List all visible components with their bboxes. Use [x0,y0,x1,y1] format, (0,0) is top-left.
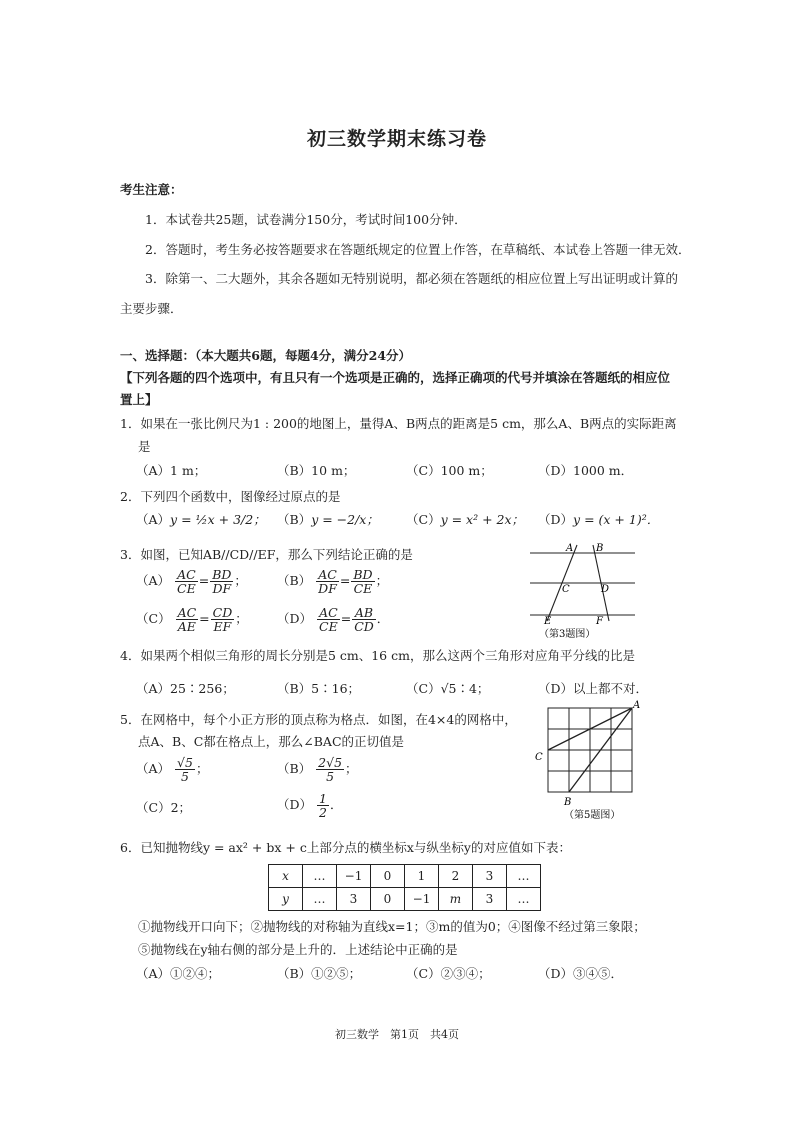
point-label: C [535,752,543,763]
question-6-option-d: （D）③④⑤． [538,966,624,981]
question-3-option-a: （A） $\frac{AC}{CE}$ = $\frac{BD}{DF}$ ； [136,567,247,596]
question-5-option-b: （B） $\frac{2√5}{5}$ ； [277,755,358,784]
question-1-stem: 1．如果在一张比例尺为1 : 200的地图上，量得A、B两点的距离是5 cm，那么A、B两点的实际距离 [120,416,677,431]
question-6-statements: ①抛物线开口向下；②抛物线的对称轴为直线x=1；③m的值为0；④图像不经过第三象限； [138,919,646,934]
fraction: $\frac{AC}{CE}$ [177,567,196,596]
fraction: $\frac{AC}{CE}$ [319,605,338,634]
table-cell: x [269,865,303,888]
question-2-option-c [406,510,524,528]
question-6-option-b: （B）①②⑤； [277,966,362,981]
fraction: $\frac{2√5}{5}$ [318,755,343,784]
table-cell: 3 [473,888,507,911]
fraction: $\frac{AC}{DF}$ [318,567,337,596]
option-formula: y = x² + 2x； [440,512,525,527]
question-5-option-d: （D） $\frac{1}{2}$ ． [277,791,343,820]
question-1-stem: 是 [138,439,151,454]
fraction: $\frac{AC}{AE}$ [177,605,197,634]
question-1-option-d: （D）1000 m． [538,463,634,478]
point-label: B [596,543,604,554]
table-cell: … [507,888,541,911]
option-label: （D） [277,611,313,626]
option-label: （B） [277,573,312,588]
table-cell: 3 [337,888,371,911]
page-footer: 初三数学 第1页 共4页 [335,1028,459,1041]
question-3-option-d: （D） $\frac{AC}{CE}$ = $\frac{AB}{CD}$ ． [277,605,390,634]
question-6-statements: ⑤抛物线在y轴右侧的部分是上升的．上述结论中正确的是 [138,942,458,957]
question-3-stem: 3．如图，已知AB//CD//EF，那么下列结论正确的是 [120,547,413,562]
section-instruction: 置上】 [120,392,158,407]
question-5-option-a: （A） $\frac{√5}{5}$ ； [136,755,209,784]
option-label: （A） [136,573,171,588]
question-5-stem: 5．在网格中，每个小正方形的顶点称为格点．如图，在4×4的网格中， [120,712,517,727]
fraction: $\frac{√5}{5}$ [177,755,193,784]
table-cell: 3 [473,865,507,888]
question-4-option-d: （D）以上都不对． [538,681,649,696]
value-table [268,864,541,911]
question-1-option-a: （A）1 m； [136,463,207,478]
table-cell: −1 [337,865,371,888]
question-2-option-b [277,510,379,528]
point-label: B [564,797,572,808]
question-2-option-d [538,510,659,528]
point-label: A [633,700,641,711]
notice-item: 3．除第一、二大题外，其余各题如无特别说明，都必须在答题纸的相应位置上写出证明或计算的 [145,271,678,286]
point-label: D [601,584,610,595]
option-label: （C） [406,512,441,527]
option-label: （B） [277,512,312,527]
notice-item: 2．答题时，考生务必按答题要求在答题纸规定的位置上作答，在草稿纸、本试卷上答题一律无效． [145,242,691,257]
option-label: （B） [277,761,312,776]
question-2-option-a [136,510,266,528]
fraction: $\frac{AB}{CD}$ [354,605,374,634]
table-cell: m [439,888,473,911]
table-cell: 2 [439,865,473,888]
option-formula: y = −2/x； [311,512,379,527]
point-label: F [596,616,603,627]
question-3-option-c: （C） $\frac{AC}{AE}$ = $\frac{CD}{EF}$ ； [136,605,248,634]
table-cell: 1 [405,865,439,888]
table-cell: y [269,888,303,911]
question-4-stem: 4．如果两个相似三角形的周长分别是5 cm、16 cm，那么这两个三角形对应角平分线的比是 [120,648,635,663]
question-5-stem: 点A、B、C都在格点上，那么∠BAC的正切值是 [138,734,405,749]
table-cell: −1 [405,888,439,911]
question-2-stem: 2．下列四个函数中，图像经过原点的是 [120,489,341,504]
question-1-option-c: （C）100 m； [406,463,493,478]
section-instruction: 【下列各题的四个选项中，有且只有一个选项是正确的，选择正确项的代号并填涂在答题纸的相应位 [120,370,671,385]
point-label: A [566,543,574,554]
figure-q3 [525,535,645,645]
table-row [269,865,541,888]
notice-item: 1．本试卷共25题，试卷满分150分，考试时间100分钟． [145,212,467,227]
point-label: C [562,584,570,595]
fraction: $\frac{CD}{EF}$ [212,605,233,634]
question-4-option-b: （B）5∶16； [277,681,361,696]
option-label: （D） [538,512,574,527]
option-formula: y = (x + 1)²． [573,512,660,527]
fraction: $\frac{BD}{DF}$ [212,567,232,596]
notice-heading: 考生注意： [120,182,183,197]
table-cell: 0 [371,865,405,888]
point-label: E [544,616,552,627]
question-1-option-b: （B）10 m； [277,463,356,478]
question-6-option-c: （C）②③④； [406,966,491,981]
figure-q5 [528,700,648,825]
option-label: （A） [136,761,171,776]
question-6-option-a: （A）①②④； [136,966,221,981]
section-heading: 一、选择题：（本大题共6题，每题4分，满分24分） [120,348,412,363]
table-cell: … [507,865,541,888]
question-3-option-b: （B） $\frac{AC}{DF}$ = $\frac{BD}{CE}$ ； [277,567,389,596]
page-title: 初三数学期末练习卷 [306,128,487,150]
table-cell: … [303,865,337,888]
table-cell: 0 [371,888,405,911]
option-label: （A） [136,512,171,527]
option-formula: y = ½x + 3/2； [170,512,266,527]
question-4-option-a: （A）25∶256； [136,681,235,696]
question-5-option-c: （C）2； [136,800,192,815]
figure-caption: （第5题图） [564,810,621,821]
question-6-stem: 6．已知抛物线y = ax² + bx + c上部分点的横坐标x与纵坐标y的对应值如下表： [120,840,571,855]
notice-item: 主要步骤． [120,301,183,316]
fraction: $\frac{BD}{CE}$ [353,567,373,596]
question-4-option-c: （C）√5∶4； [406,681,490,696]
option-label: （D） [277,797,313,812]
option-label: （C） [136,611,171,626]
figure-caption: （第3题图） [539,629,596,640]
table-row [269,888,541,911]
fraction: $\frac{1}{2}$ [319,791,327,820]
table-cell: … [303,888,337,911]
